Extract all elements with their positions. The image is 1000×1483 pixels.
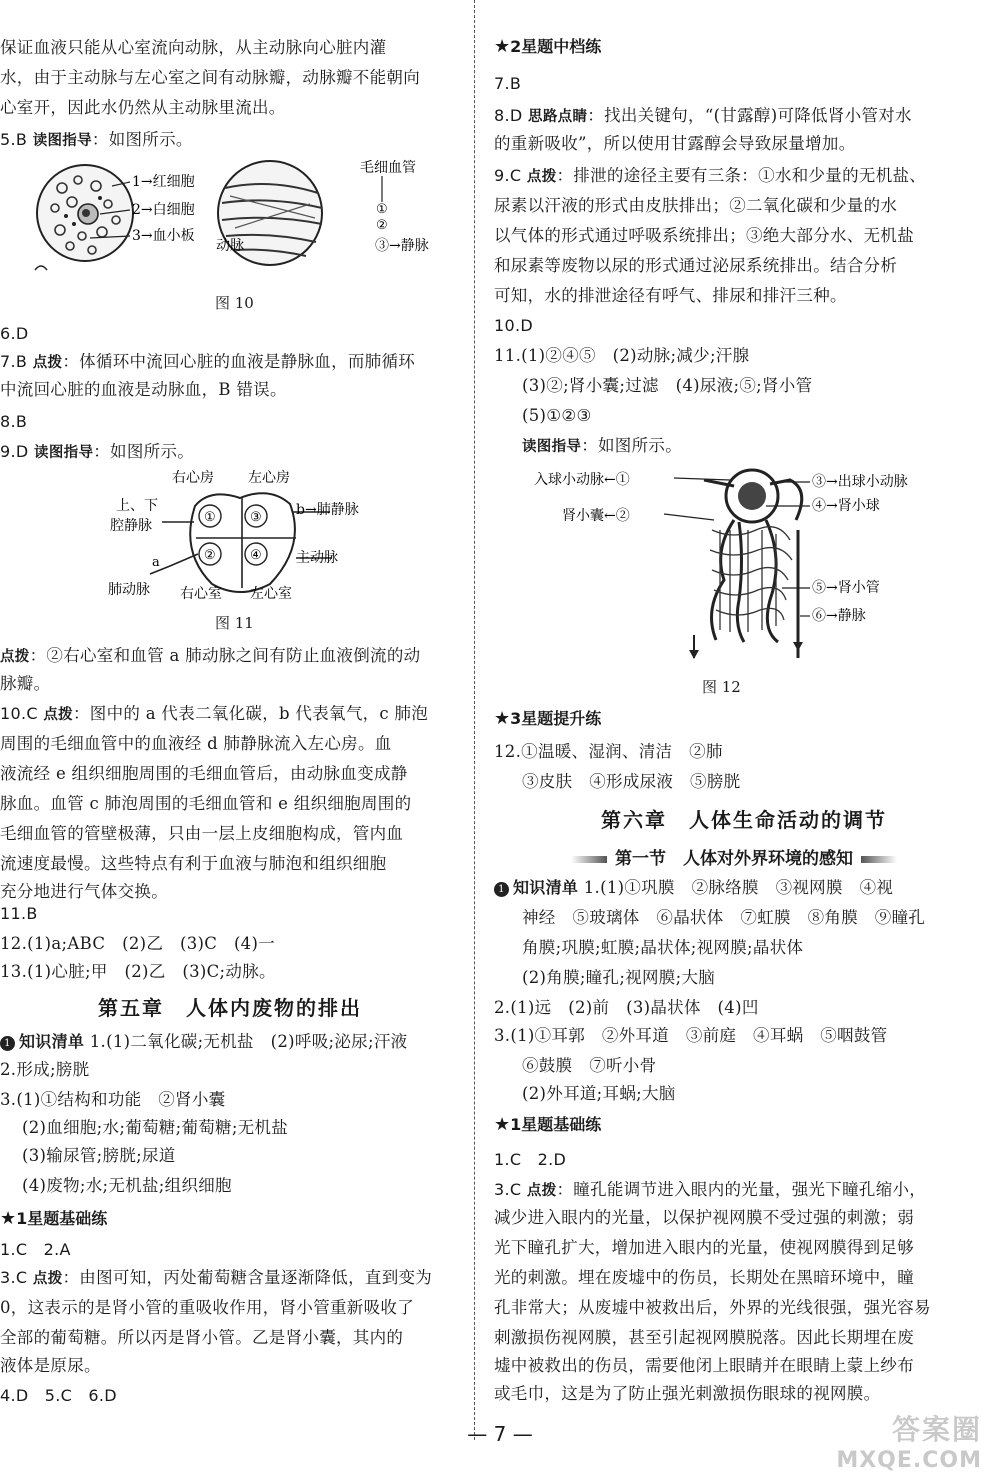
- text-line: 的重新吸收”，所以使用甘露醇会导致尿量增加。: [494, 134, 856, 153]
- label-renal-tubule: ⑤→肾小管: [812, 580, 880, 596]
- text-line: ③皮肤 ④形成尿液 ⑤膀胱: [522, 772, 741, 791]
- text-line: 全部的葡萄糖。所以丙是肾小管。乙是肾小囊，其内的: [0, 1328, 404, 1347]
- label-right-ventricle: 右心室: [180, 586, 222, 602]
- label-a: a: [152, 555, 160, 570]
- text-line: 液体是原尿。: [0, 1356, 101, 1375]
- answer-5: 5.B 读图指导：如图所示。: [0, 130, 193, 149]
- text-line: (2)角膜;瞳孔;视网膜;大脑: [522, 968, 716, 987]
- text-line: 水，由于主动脉与左心室之间有动脉瓣，动脉瓣不能朝向: [0, 68, 420, 87]
- reading-guide: 读图指导：如图所示。: [522, 436, 683, 455]
- label-right-atrium: 右心房: [172, 470, 214, 486]
- star-icon: ★: [0, 1208, 17, 1229]
- knowledge-list-6: 1 知识清单 1.(1)①巩膜 ②脉络膜 ③视网膜 ④视: [494, 876, 893, 900]
- text-line: 神经 ⑤玻璃体 ⑥晶状体 ⑦虹膜 ⑧角膜 ⑨瞳孔: [522, 908, 926, 927]
- label-c1: ①: [376, 202, 388, 217]
- text-line: 可知，水的排泄途径有呼气、排尿和排汗三种。: [494, 286, 847, 305]
- text-line: 液流经 e 组织细胞周围的毛细血管后，由动脉血变成静: [0, 764, 408, 783]
- answer-7: 7.B: [494, 74, 522, 93]
- label-renal-capsule: 肾小囊←②: [562, 508, 630, 524]
- label-left-ventricle: 左心室: [250, 586, 292, 602]
- text-line: 周围的毛细血管中的血液经 d 肺静脉流入左心房。血: [0, 734, 392, 753]
- text-line: ⑥鼓膜 ⑦听小骨: [522, 1056, 657, 1075]
- label-pulmonary-artery: 肺动脉: [108, 582, 150, 598]
- text-line: (2)外耳道;耳蜗;大脑: [522, 1084, 676, 1103]
- text-line: 尿素以汗液的形式由皮肤排出；②二氧化碳和少量的水: [494, 196, 898, 215]
- figure-10-blood-cells: [30, 158, 460, 282]
- answer-6: 6.D: [0, 324, 29, 343]
- text-line: 脉血。血管 c 肺泡周围的毛细血管和 e 组织细胞周围的: [0, 794, 412, 813]
- star-1-heading: ★1星题基础练: [494, 1114, 602, 1135]
- section-bar-left: [571, 856, 607, 863]
- text-line: 中流回心脏的血液是动脉血，B 错误。: [0, 380, 287, 399]
- answer-8: 8.B: [0, 412, 28, 431]
- text-line: 角膜;巩膜;虹膜;晶状体;视网膜;晶状体: [522, 938, 804, 957]
- answer-11: 11.B: [0, 904, 38, 923]
- tip-note: 点拨：②右心室和血管 a 肺动脉之间有防止血液倒流的动: [0, 646, 421, 665]
- basic-3: 3.C 点拨：瞳孔能调节进入眼内的光量，强光下瞳孔缩小，: [494, 1180, 927, 1199]
- figure-11-caption: 图 11: [215, 614, 254, 632]
- text-line: 以气体的形式通过呼吸系统排出；③绝大部分水、无机盐: [494, 226, 914, 245]
- text-line: 脉瓣。: [0, 674, 51, 693]
- label-platelet: 3→血小板: [132, 228, 195, 244]
- watermark-url: MXQE.COM: [836, 1448, 982, 1473]
- basic-4-6: 4.D 5.C 6.D: [0, 1386, 117, 1405]
- text-line: 保证血液只能从心室流向动脉，从主动脉向心脏内灌: [0, 38, 387, 57]
- watermark: [836, 1408, 982, 1473]
- chamber-1: ①: [204, 510, 216, 525]
- star-icon: ★: [494, 1114, 511, 1135]
- text-line: 减少进入眼内的光量，以保护视网膜不受过强的刺激；弱: [494, 1208, 914, 1227]
- basic-1-2: 1.C 2.A: [0, 1240, 71, 1259]
- text-line: 光下瞳孔扩大，增加进入眼内的光量，使视网膜得到足够: [494, 1238, 914, 1257]
- knowledge-list-5: 1 知识清单 1.(1)二氧化碳;无机盐 (2)呼吸;泌尿;汗液: [0, 1030, 407, 1054]
- label-vena-cava-1: 上、下: [116, 498, 158, 514]
- text-line: 刺激损伤视网膜，甚至引起视网膜脱落。因此长期埋在废: [494, 1328, 914, 1347]
- label-left-atrium: 左心房: [248, 470, 290, 486]
- answer-12: 12.(1)a;ABC (2)乙 (3)C (4)一: [0, 934, 276, 953]
- label-aorta: 主动脉: [296, 550, 338, 566]
- star-icon: ★: [494, 36, 511, 57]
- watermark-logo: 答案圈: [891, 1413, 982, 1446]
- star-1-heading: ★1星题基础练: [0, 1208, 108, 1229]
- text-line: 或毛巾，这是为了防止强光刺激损伤眼球的视网膜。: [494, 1384, 881, 1403]
- text-line: 和尿素等废物以尿的形式通过泌尿系统排出。结合分析: [494, 256, 898, 275]
- text-line: 3.(1)①耳郭 ②外耳道 ③前庭 ④耳蜗 ⑤咽鼓管: [494, 1026, 888, 1045]
- label-efferent-arteriole: ③→出球小动脉: [812, 474, 908, 490]
- text-line: 墟中被救出的伤员，需要他闭上眼睛并在眼睛上蒙上纱布: [494, 1356, 914, 1375]
- label-glomerulus: ④→肾小球: [812, 498, 880, 514]
- star-3-heading: ★3星题提升练: [494, 708, 602, 729]
- text-line: 3.(1)①结构和功能 ②肾小囊: [0, 1090, 226, 1109]
- label-pulmonary-vein: b→肺静脉: [296, 502, 359, 518]
- chamber-2: ②: [204, 548, 216, 563]
- text-line: 毛细血管的管壁极薄，只由一层上皮细胞构成，管内血: [0, 824, 404, 843]
- text-line: (3)②;肾小囊;过滤 (4)尿液;⑤;肾小管: [522, 376, 813, 395]
- chamber-3: ③: [250, 510, 262, 525]
- text-line: 充分地进行气体交换。: [0, 882, 168, 901]
- text-line: 2.形成;膀胱: [0, 1060, 90, 1079]
- page-number: — 7 —: [467, 1422, 533, 1446]
- text-line: 2.(1)远 (2)前 (3)晶状体 (4)凹: [494, 998, 759, 1017]
- answer-8: 8.D 思路点睛：找出关键句，“(甘露醇)可降低肾小管对水: [494, 106, 912, 125]
- chapter-6-title: 第六章 人体生命活动的调节: [601, 808, 887, 832]
- chamber-4: ④: [250, 548, 262, 563]
- text-line: (4)废物;水;无机盐;组织细胞: [22, 1176, 232, 1195]
- answer-10: 10.D: [494, 316, 533, 335]
- answer-7: 7.B 点拨：体循环中流回心脏的血液是静脉血，而肺循环: [0, 352, 416, 371]
- text-line: 0，这表示的是肾小管的重吸收作用，肾小管重新吸收了: [0, 1298, 414, 1317]
- label-white-cell: 2→白细胞: [132, 202, 195, 218]
- text-line: 流速度最慢。这些特点有利于血液与肺泡和组织细胞: [0, 854, 387, 873]
- label-c2: ②: [376, 218, 388, 233]
- section-bar-right: [861, 856, 897, 863]
- label-vein: ③→静脉: [375, 238, 429, 254]
- text-line: 光的刺激。埋在废墟中的伤员，长期处在黑暗环境中，瞳: [494, 1268, 914, 1287]
- text-line: (5)①②③: [522, 406, 592, 425]
- answer-13: 13.(1)心脏;甲 (2)乙 (3)C;动脉。: [0, 962, 276, 981]
- star-2-heading: ★2星题中档练: [494, 36, 602, 57]
- label-artery: 动脉: [216, 238, 244, 254]
- answer-10: 10.C 点拨：图中的 a 代表二氧化碳，b 代表氧气，c 肺泡: [0, 704, 429, 723]
- text-line: (3)输尿管;膀胱;尿道: [22, 1146, 176, 1165]
- figure-12-nephron: [534, 460, 954, 660]
- label-vein: ⑥→静脉: [812, 608, 866, 624]
- figure-10-caption: 图 10: [215, 294, 254, 312]
- text-line: 心室开，因此水仍然从主动脉里流出。: [0, 98, 286, 117]
- text-line: 孔非常大；从废墟中被救出后，外界的光线很强，强光容易: [494, 1298, 931, 1317]
- figure-12-caption: 图 12: [702, 678, 741, 696]
- star-icon: ★: [494, 708, 511, 729]
- column-divider: [474, 0, 475, 1440]
- label-afferent-arteriole: 入球小动脉←①: [534, 472, 630, 488]
- basic-1-2: 1.C 2.D: [494, 1150, 567, 1169]
- label-vena-cava-2: 腔静脉: [110, 518, 152, 534]
- section-1-title: 第一节 人体对外界环境的感知: [524, 844, 944, 869]
- basic-3: 3.C 点拨：由图可知，丙处葡萄糖含量逐渐降低，直到变为: [0, 1268, 433, 1287]
- figure-11-heart: [100, 466, 400, 604]
- answer-9: 9.C 点拨：排泄的途径主要有三条：①水和少量的无机盐、: [494, 166, 927, 185]
- answer-12: 12.①温暖、湿润、清洁 ②肺: [494, 742, 723, 761]
- knowledge-icon: 1: [0, 1036, 15, 1051]
- chapter-5-title: 第五章 人体内废物的排出: [98, 996, 362, 1020]
- answer-9: 9.D 读图指导：如图所示。: [0, 442, 195, 461]
- label-capillary: 毛细血管: [360, 160, 416, 176]
- knowledge-icon: 1: [494, 882, 509, 897]
- text-line: (2)血细胞;水;葡萄糖;葡萄糖;无机盐: [22, 1118, 289, 1137]
- label-red-cell: 1→红细胞: [132, 174, 195, 190]
- answer-11: 11.(1)②④⑤ (2)动脉;减少;汗腺: [494, 346, 750, 365]
